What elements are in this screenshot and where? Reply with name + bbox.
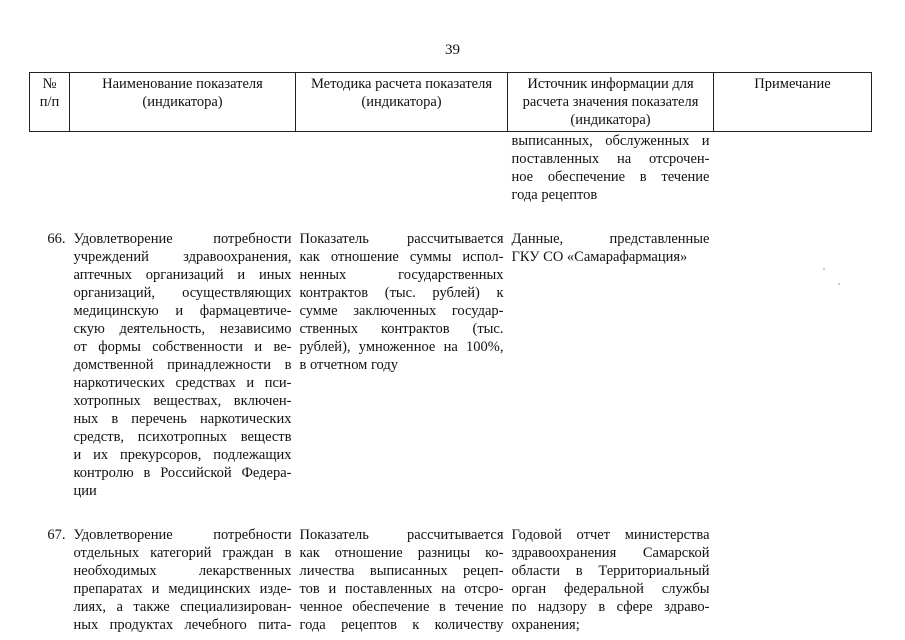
name-line: ных продуктах лечебного пита- — [73, 617, 292, 633]
name-line: аптечных организаций и иных — [73, 267, 292, 283]
name-line: средств, психотропных веществ — [73, 429, 292, 445]
source-line: по надзору в сфере здраво- — [511, 599, 710, 615]
method-line: личества выписанных рецеп- — [299, 563, 504, 579]
name-line: контролю в Российской Федера- — [73, 465, 292, 481]
name-line: Удовлетворение потребности — [73, 527, 292, 543]
header-note: Примечание — [714, 73, 872, 132]
indicators-table — [29, 72, 872, 634]
table-row-continuation — [30, 132, 872, 205]
name-line: и их прекурсоров, подлежащих — [73, 447, 292, 463]
name-line: ции — [73, 483, 97, 499]
method-line: года рецептов к количеству — [299, 617, 504, 633]
row-number: 67. — [47, 527, 66, 543]
method-line: ченное обеспечение в течение — [299, 599, 504, 615]
method-line: Показатель рассчитывается — [299, 527, 504, 543]
source-line: Годовой отчет министерства — [511, 527, 710, 543]
name-line: скую деятельность, независимо — [73, 321, 292, 337]
method-line: ненных государственных — [299, 267, 504, 283]
method-line: контрактов (тыс. рублей) к — [299, 285, 504, 301]
source-line: ное обеспечение в течение — [511, 169, 710, 185]
table-row-67 — [30, 526, 872, 634]
scan-speck — [838, 283, 840, 285]
continuation-source-cell — [508, 132, 714, 205]
name-line: от формы собственности и ве- — [73, 339, 292, 355]
header-information-source: Источник информации для расчета значения показателя (индикатора) — [508, 73, 714, 132]
name-line: лиях, а также специализирован- — [73, 599, 292, 615]
source-line: здравоохранения Самарской — [511, 545, 710, 561]
row-number: 66. — [47, 231, 66, 247]
method-line: ственных контрактов (тыс. — [299, 321, 504, 337]
name-line: наркотических средствах и пси- — [73, 375, 292, 391]
information-source-cell — [508, 526, 714, 634]
header-indicator-name: Наименование показателя (индикатора) — [70, 73, 296, 132]
calculation-method-cell — [296, 526, 508, 634]
method-line: как отношение суммы испол- — [299, 249, 504, 265]
source-line: года рецептов — [511, 187, 598, 203]
method-line: как отношение разницы ко- — [299, 545, 504, 561]
source-line: выписанных, обслуженных и — [511, 133, 710, 149]
name-line: ных в перечень наркотических — [73, 411, 292, 427]
table-header — [30, 73, 872, 132]
name-line: организаций, осуществляющих — [73, 285, 292, 301]
name-line: необходимых лекарственных — [73, 563, 292, 579]
name-line: учреждений здравоохранения, — [73, 249, 292, 265]
method-line: рублей), умноженное на 100%, — [299, 339, 504, 355]
information-source-cell — [508, 230, 714, 500]
name-line: медицинскую и фармацевтиче- — [73, 303, 292, 319]
source-line: Данные, представленные — [511, 231, 710, 247]
header-calculation-method: Методика расчета показателя (индикатора) — [296, 73, 508, 132]
table-row-66 — [30, 230, 872, 500]
calculation-method-cell — [296, 230, 508, 500]
source-line: поставленных на отсрочен- — [511, 151, 710, 167]
scan-speck — [823, 268, 825, 270]
method-line: Показатель рассчитывается — [299, 231, 504, 247]
source-line: области в Территориальный — [511, 563, 710, 579]
page-number: 39 — [445, 42, 460, 58]
header-number: № п/п — [30, 73, 70, 132]
method-line: сумме заключенных государ- — [299, 303, 504, 319]
source-line: охранения; — [511, 617, 580, 633]
name-line: хотропных веществах, включен- — [73, 393, 292, 409]
method-line: тов и поставленных на отсро- — [299, 581, 504, 597]
source-line: ГКУ СО «Самарафармация» — [511, 249, 688, 265]
name-line: отдельных категорий граждан в — [73, 545, 292, 561]
name-line: Удовлетворение потребности — [73, 231, 292, 247]
indicator-name-cell — [70, 526, 296, 634]
indicator-name-cell — [70, 230, 296, 500]
method-line: в отчетном году — [299, 357, 399, 373]
name-line: домственной принадлежности в — [73, 357, 292, 373]
name-line: препаратах и медицинских изде- — [73, 581, 292, 597]
note-cell — [714, 230, 872, 500]
source-line: орган федеральной службы — [511, 581, 710, 597]
note-cell — [714, 526, 872, 634]
